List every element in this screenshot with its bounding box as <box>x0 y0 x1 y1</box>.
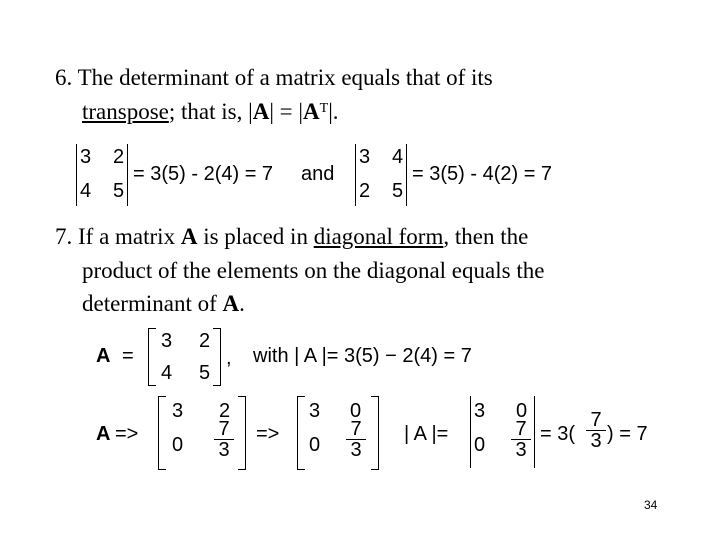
determinant-bar <box>127 144 128 206</box>
matrix-entry: 3 <box>474 400 486 422</box>
transpose-term: transpose <box>82 99 169 124</box>
right-bracket <box>213 328 221 386</box>
fraction-denominator: 3 <box>515 439 527 461</box>
right-bracket <box>371 396 379 470</box>
determinant-bar <box>76 144 77 206</box>
matrix-symbol: A <box>252 99 270 124</box>
text-span: is placed in <box>197 224 314 249</box>
fraction-denominator: 3 <box>218 439 230 461</box>
matrix-entry: 3 <box>359 146 371 168</box>
matrix-entry: 5 <box>199 362 211 384</box>
fraction-denominator: 3 <box>590 430 602 452</box>
matrix-entry: 3 <box>172 400 184 422</box>
matrix-entry: 5 <box>392 180 404 202</box>
page-number: 34 <box>644 498 658 512</box>
item-7-line-1 <box>55 223 528 250</box>
text-span: | = | <box>269 99 304 124</box>
fraction-numerator: 7 <box>511 419 531 440</box>
matrix-entry: 2 <box>199 330 211 352</box>
and-word: and <box>301 163 335 185</box>
equation-rhs: = 3(5) - 2(4) = 7 <box>133 163 274 185</box>
fraction-numerator: 7 <box>346 419 366 440</box>
matrix-entry: 0 <box>350 400 362 422</box>
matrix-symbol: A <box>96 345 111 367</box>
matrix-entry: 3 <box>80 146 92 168</box>
text-span: |. <box>328 99 339 124</box>
matrix-symbol: A <box>180 224 198 249</box>
determinant-bar <box>406 144 407 206</box>
matrix-symbol: A <box>96 423 111 445</box>
matrix-entry: 2 <box>359 180 371 202</box>
left-bracket <box>297 396 305 470</box>
matrix-entry: 0 <box>309 434 321 456</box>
matrix-symbol: A <box>303 99 320 124</box>
rhs-start: = 3( <box>540 423 576 445</box>
transpose-superscript: T <box>319 101 329 116</box>
fraction <box>346 419 366 460</box>
matrix-entry: 4 <box>161 362 173 384</box>
determinant-label-text: | A |= <box>404 423 449 445</box>
determinant-bar <box>355 144 356 206</box>
matrix-entry: 0 <box>172 434 184 456</box>
matrix-entry: 2 <box>113 146 125 168</box>
determinant-bar <box>534 396 535 468</box>
item-6-line-1: 6. The determinant of a matrix equals that of its <box>55 65 493 90</box>
determinant-label <box>404 423 448 445</box>
matrix-entry: 0 <box>516 400 528 422</box>
matrix-entry: 4 <box>392 146 404 168</box>
text-span: determinant of <box>82 291 223 316</box>
matrix-entry: 2 <box>219 400 231 422</box>
matrix-entry: 4 <box>80 180 92 202</box>
text-span: ; that is, | <box>168 99 253 124</box>
rhs-end: ) = 7 <box>607 423 648 445</box>
fraction <box>511 419 531 460</box>
matrix-entry: 3 <box>309 400 321 422</box>
fraction-denominator: 3 <box>350 439 362 461</box>
determinant-statement: with | A |= 3(5) − 2(4) = 7 <box>253 345 472 367</box>
comma: , <box>226 347 232 369</box>
fraction <box>214 419 234 460</box>
matrix-entry: 5 <box>113 180 125 202</box>
matrix-entry: 0 <box>474 434 486 456</box>
equals-sign: = <box>122 345 134 367</box>
equation-rhs: = 3(5) - 4(2) = 7 <box>412 163 553 185</box>
item-6-line-2 <box>82 98 339 125</box>
item-7-line-2: product of the elements on the diagonal equals the <box>82 258 545 283</box>
fraction-numerator: 7 <box>214 419 234 440</box>
item-7-line-3 <box>82 290 245 317</box>
rhs-fraction <box>586 410 606 451</box>
left-bracket <box>158 396 166 470</box>
text-span: , then the <box>443 224 529 249</box>
implies-arrow: => <box>256 423 280 445</box>
matrix-entry: 3 <box>161 330 173 352</box>
implies-arrow: => <box>115 423 139 445</box>
left-bracket <box>148 328 156 386</box>
right-bracket <box>238 396 246 470</box>
fraction-numerator: 7 <box>586 410 606 431</box>
determinant-bar <box>470 396 471 468</box>
text-span: 7. If a matrix <box>55 224 181 249</box>
diagonal-form-term: diagonal form <box>313 224 444 249</box>
text-span: . <box>239 291 245 316</box>
matrix-symbol: A <box>222 291 240 316</box>
